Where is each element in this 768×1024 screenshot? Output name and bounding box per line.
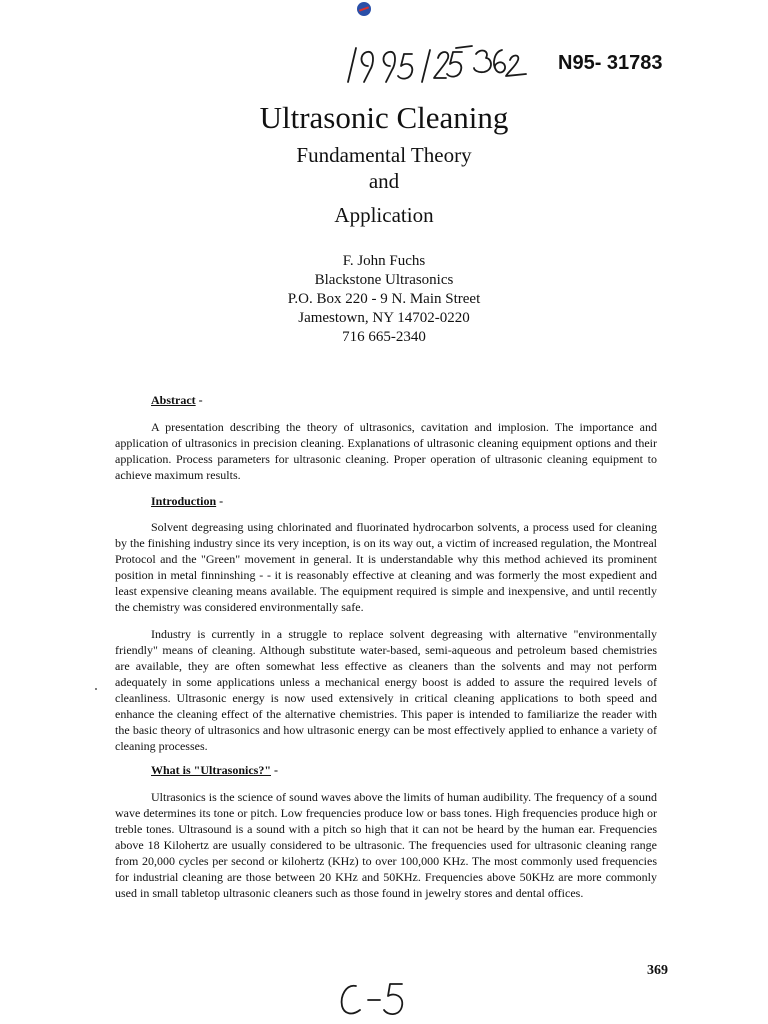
introduction-heading-suffix: - xyxy=(216,494,224,508)
ultrasonics-heading xyxy=(151,763,278,778)
ultrasonics-heading-suffix: - xyxy=(271,763,278,777)
abstract-heading xyxy=(151,393,203,408)
introduction-paragraph-2: Industry is currently in a struggle to replace solvent degreasing with alternative "environmentally friendly" means of cleaning. Although substitute water-based, semi-aqueous and petroleum based chemistries are available, they are often somewhat less effective as cleaners than the solvents and may not perform adequately in some applications unless a mechanical energy boost is added to assure the required levels of cleanliness. Ultrasonic energy is now used extensively in critical cleaning applications to both speed and enhance the cleaning effect of the alternative chemistries. This paper is intended to familiarize the reader with the basic theory of ultrasonics and how ultrasonic energy can be most effectively applied to enhance a variety of cleaning processes. xyxy=(115,627,657,753)
paper-subtitle-line2: and xyxy=(368,169,400,193)
handwritten-sheet-number xyxy=(336,978,410,1020)
abstract-heading-text: Abstract xyxy=(151,393,196,407)
author-address-line2: Jamestown, NY 14702-0220 xyxy=(298,310,470,326)
paper-subtitle-line3: Application xyxy=(334,203,434,227)
page-number: 369 xyxy=(647,963,668,978)
abstract-heading-suffix: - xyxy=(195,393,203,407)
ultrasonics-section xyxy=(115,789,657,901)
margin-mark xyxy=(95,688,97,690)
introduction-heading-text: Introduction xyxy=(151,494,217,508)
paper-subtitle-line1: Fundamental Theory xyxy=(296,143,472,167)
accession-number: N95- 31783 xyxy=(558,52,663,74)
ultrasonics-heading-text: What is "Ultrasonics?" xyxy=(151,763,271,777)
author-organization: Blackstone Ultrasonics xyxy=(314,272,454,288)
introduction-paragraph-1: Solvent degreasing using chlorinated and fluorinated hydrocarbon solvents, a process used for cleaning by the finishing industry since its very inception, is on its way out, a victim of increased regulation, the Montreal Protocol and the "Green" movement in general. It is understandable why this method achieved its prominent position in metal finninshing - - it is reasonably effective at cleaning and was formerly the most expedient and least expensive cleaning means available. The equipment required is simple and inexpensive, and until recently the chemistry was considered environmentally safe. xyxy=(115,520,657,614)
introduction-heading xyxy=(151,494,223,509)
abstract-paragraph: A presentation describing the theory of ultrasonics, cavitation and implosion. The importance and application of ultrasonics in precision cleaning. Explanations of ultrasonic cleaning equipment options and their application. Process parameters for ultrasonic cleaning. Proper operation of ultrasonic cleaning equipment to achieve maximum results. xyxy=(115,420,657,482)
ultrasonics-paragraph: Ultrasonics is the science of sound waves above the limits of human audibility. The frequency of a sound wave determines its tone or pitch. Low frequencies produce low or bass tones. High frequencies produce high or treble tones. Ultrasound is a sound with a pitch so high that it can not be heard by the human ear. Frequencies above 18 Kilohertz are usually considered to be ultrasonic. The frequencies used for ultrasonic cleaning range from 20,000 cycles per second or kilohertz (KHz) to over 100,000 KHz. The most commonly used frequencies for industrial cleaning are those between 20 KHz and 50KHz. Frequencies above 50KHz are more commonly used in small tabletop ultrasonic cleaners such as those found in jewelry stores and dental offices. xyxy=(115,790,657,900)
abstract-section xyxy=(115,419,657,483)
nasa-logo-icon xyxy=(357,2,371,16)
introduction-section-p2 xyxy=(115,626,657,754)
author-name: F. John Fuchs xyxy=(342,253,426,269)
handwritten-document-id xyxy=(340,40,530,88)
author-block xyxy=(0,252,768,347)
paper-title: Ultrasonic Cleaning xyxy=(259,100,509,135)
introduction-section-p1 xyxy=(115,519,657,615)
author-address-line1: P.O. Box 220 - 9 N. Main Street xyxy=(287,291,481,307)
author-phone: 716 665-2340 xyxy=(342,329,426,345)
